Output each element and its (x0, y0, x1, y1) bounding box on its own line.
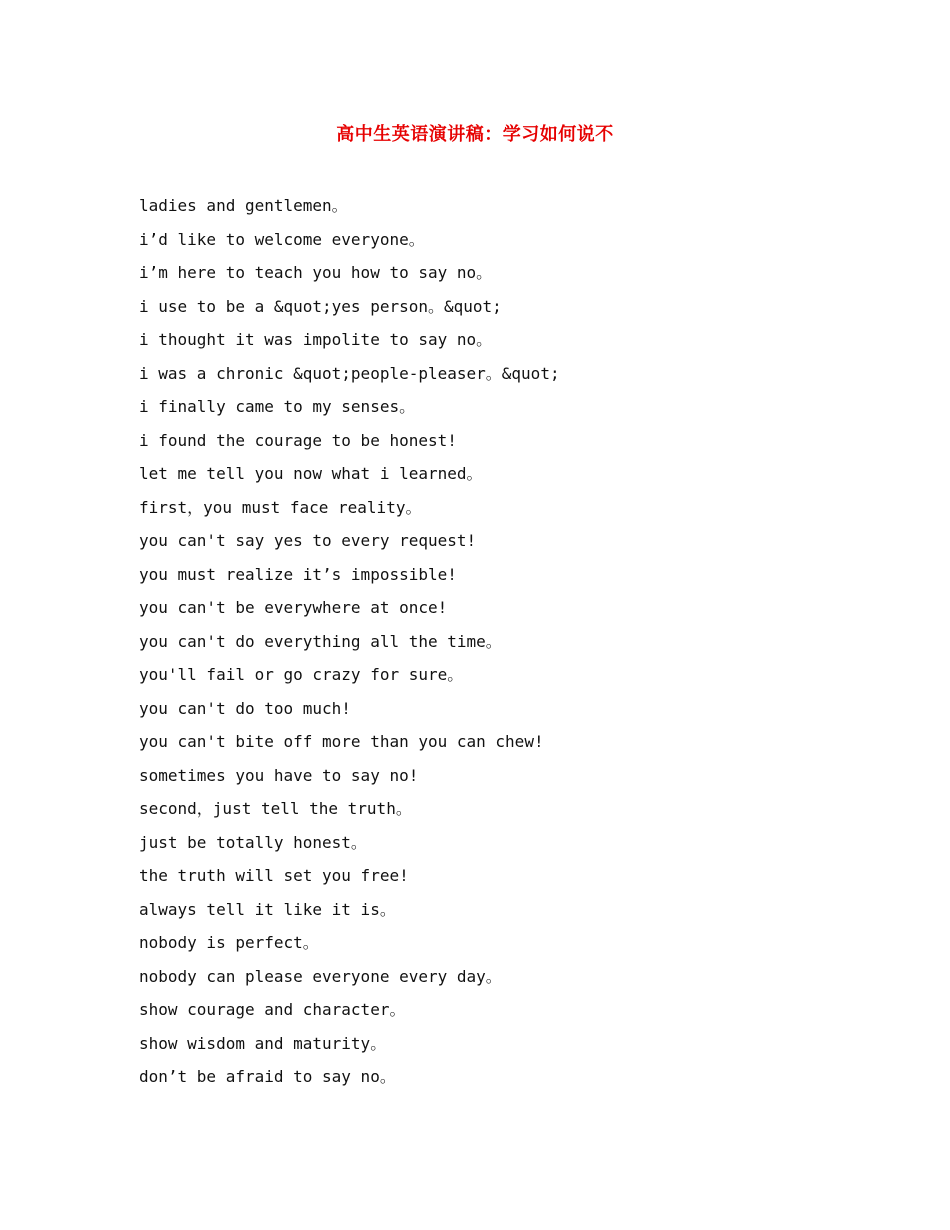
text-line: i found the courage to be honest! (139, 430, 457, 450)
text-line: sometimes you have to say no! (139, 765, 419, 785)
text-line: you must realize it’s impossible! (139, 564, 457, 584)
speech-lines (139, 192, 839, 1097)
text-line: second，just tell the truth。 (139, 799, 412, 818)
text-line: you can't say yes to every request! (139, 531, 477, 550)
text-line: i’d like to welcome everyone。 (139, 229, 425, 249)
text-line: the truth will set you free! (139, 866, 409, 885)
text-line: don’t be afraid to say no。 (139, 1067, 396, 1086)
text-line: show wisdom and maturity。 (139, 1033, 387, 1053)
text-line: you can't do too much! (139, 698, 351, 718)
text-line: always tell it like it is。 (139, 899, 396, 919)
text-line: i’m here to teach you how to say no。 (139, 263, 493, 282)
text-line: nobody is perfect。 (139, 933, 319, 952)
text-line: just be totally honest。 (139, 832, 367, 852)
text-line: i finally came to my senses。 (139, 397, 416, 416)
document-title: 高中生英语演讲稿：学习如何说不 (336, 124, 614, 145)
text-line: i was a chronic &quot;people-pleaser。&quot; (139, 363, 560, 383)
text-line: i use to be a &quot;yes person。&quot; (139, 296, 502, 316)
text-line: i thought it was impolite to say no。 (139, 330, 493, 349)
text-line: nobody can please everyone every day。 (139, 966, 502, 986)
text-line: you can't be everywhere at once! (139, 598, 448, 617)
text-line: ladies and gentlemen。 (139, 196, 348, 215)
text-line: you'll fail or go crazy for sure。 (139, 665, 464, 684)
text-line: you can't do everything all the time。 (139, 631, 502, 651)
text-line: let me tell you now what i learned。 (139, 464, 483, 483)
text-line: first，you must face reality。 (139, 497, 422, 517)
text-line: show courage and character。 (139, 1000, 406, 1019)
text-line: you can't bite off more than you can chew! (139, 732, 544, 751)
